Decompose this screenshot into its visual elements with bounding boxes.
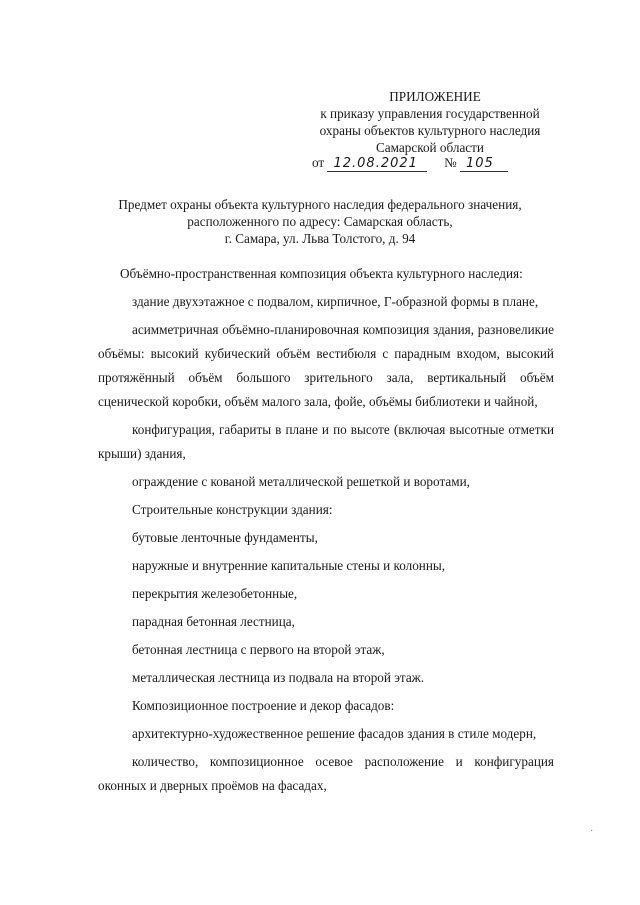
annex-title: ПРИЛОЖЕНИЕ bbox=[389, 89, 481, 104]
paragraph-7: бутовые ленточные фундаменты, bbox=[132, 530, 318, 545]
annex-date-line bbox=[312, 155, 508, 172]
document-body bbox=[98, 262, 554, 798]
heading-line-2: расположенного по адресу: Самарская область, bbox=[187, 214, 453, 229]
document-heading bbox=[100, 196, 540, 247]
paragraph-13: Композиционное построение и декор фасадов: bbox=[132, 698, 395, 713]
number-prefix: № bbox=[444, 155, 457, 170]
paragraph-8: наружные и внутренние капитальные стены и колонны, bbox=[132, 558, 446, 573]
handwritten-number: 105 bbox=[460, 157, 508, 172]
annex-line-1: к приказу управления государственной bbox=[320, 106, 540, 121]
paragraph-10: парадная бетонная лестница, bbox=[132, 614, 295, 629]
paragraph-11: бетонная лестница с первого на второй этаж, bbox=[132, 642, 385, 657]
heading-line-1: Предмет охраны объекта культурного наследия федерального значения, bbox=[118, 197, 522, 212]
paragraph-1: Объёмно-пространственная композиция объекта культурного наследия: bbox=[120, 266, 523, 281]
paragraph-2: здание двухэтажное с подвалом, кирпичное, Г-образной формы в плане, bbox=[132, 294, 539, 309]
paragraph-5: ограждение с кованой металлической решеткой и воротами, bbox=[132, 474, 470, 489]
paragraph-12: металлическая лестница из подвала на второй этаж. bbox=[132, 670, 425, 685]
paragraph-15: количество, композиционное осевое расположение и конфигурация оконных и дверных проёмов на фасадах, bbox=[98, 754, 554, 793]
paragraph-9: перекрытия железобетонные, bbox=[132, 586, 298, 601]
paragraph-14: архитектурно-художественное решение фасадов здания в стиле модерн, bbox=[132, 726, 537, 741]
paragraph-3: асимметричная объёмно-планировочная композиция здания, разновеликие объёмы: высокий кубический объём вестибюля с парадным входом, высокий протяжённый объём большого зрительного зала, вертикальный объём сценической коробки, объём малого зала, фойе, объёмы библиотеки и чайной, bbox=[98, 322, 554, 409]
annex-line-2: охраны объектов культурного наследия bbox=[319, 123, 541, 138]
annex-line-3: Самарской области bbox=[376, 140, 484, 155]
annex-header bbox=[300, 88, 560, 156]
heading-line-3: г. Самара, ул. Льва Толстого, д. 94 bbox=[224, 231, 416, 246]
date-prefix: от bbox=[312, 155, 325, 170]
scan-dot: · bbox=[590, 826, 594, 837]
paragraph-4: конфигурация, габариты в плане и по высоте (включая высотные отметки крыши) здания, bbox=[98, 422, 554, 461]
paragraph-6: Строительные конструкции здания: bbox=[132, 502, 333, 517]
handwritten-date: 12.08.2021 bbox=[327, 157, 427, 172]
